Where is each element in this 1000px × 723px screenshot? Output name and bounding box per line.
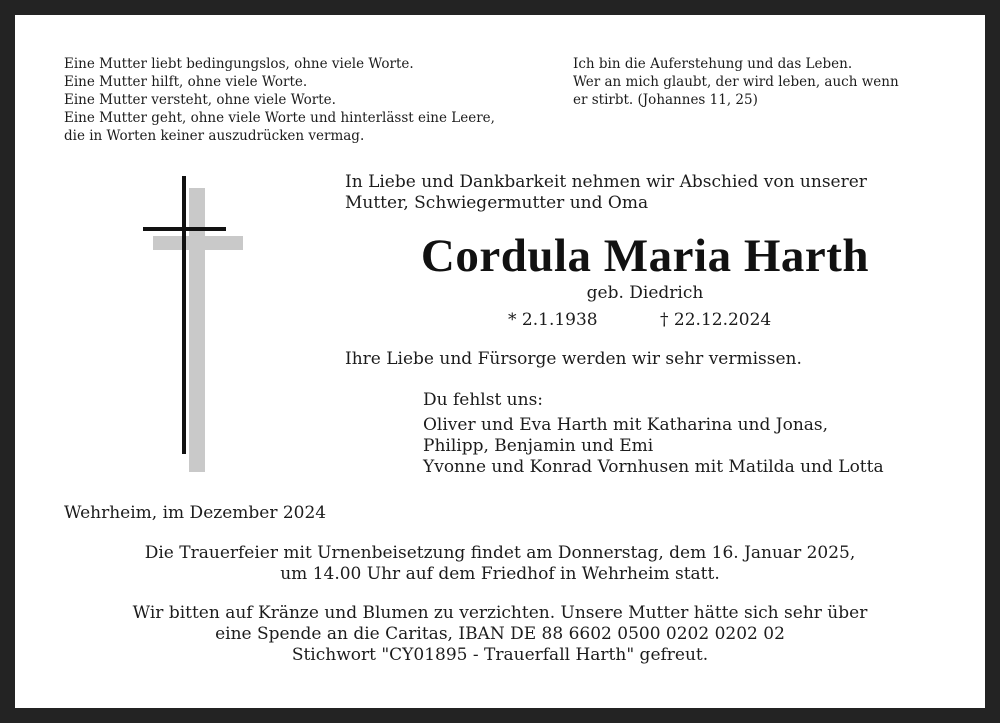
ceremony-info [30,543,970,585]
bible-quote-line: Wer an mich glaubt, der wird leben, auch wenn [573,74,899,90]
poem-left-line: Eine Mutter versteht, ohne viele Worte. [64,92,336,108]
donation-line: Stichwort "CY01895 - Trauerfall Harth" gefreut. [291,645,709,665]
place-date: Wehrheim, im Dezember 2024 [64,503,327,523]
deceased-name: Cordula Maria Harth [420,230,870,282]
missed-text: Ihre Liebe und Fürsorge werden wir sehr vermissen. [345,349,802,369]
death-date: † 22.12.2024 [660,310,772,330]
ceremony-line: um 14.00 Uhr auf dem Friedhof in Wehrheim statt. [280,564,720,584]
donation-line: Wir bitten auf Kränze und Blumen zu verzichten. Unsere Mutter hätte sich sehr über [132,603,868,623]
donation-info [30,603,970,666]
bible-quote [573,55,899,109]
family-heading: Du fehlst uns: [423,390,544,410]
birth-date: * 2.1.1938 [508,310,598,330]
donation-line: eine Spende an die Caritas, IBAN DE 88 6602 0500 0202 0202 02 [215,624,785,644]
family-line: Philipp, Benjamin und Emi [423,436,654,456]
intro-text [345,172,867,214]
family-line: Oliver und Eva Harth mit Katharina und Jonas, [423,415,829,435]
cross-shadow-horizontal [153,236,243,250]
poem-left-line: Eine Mutter geht, ohne viele Worte und hinterlässt eine Leere, [64,110,495,126]
poem-left [64,55,495,145]
ceremony-line: Die Trauerfeier mit Urnenbeisetzung findet am Donnerstag, dem 16. Januar 2025, [144,543,856,563]
bible-quote-line: Ich bin die Auferstehung und das Leben. [573,56,853,72]
poem-left-line: Eine Mutter liebt bedingungslos, ohne viele Worte. [64,56,414,72]
poem-left-line: Eine Mutter hilft, ohne viele Worte. [64,74,308,90]
bible-quote-line: er stirbt. (Johannes 11, 25) [573,92,758,108]
maiden-name: geb. Diedrich [586,283,704,303]
intro-line: In Liebe und Dankbarkeit nehmen wir Abschied von unserer [345,172,867,192]
cross-vertical-bar [182,176,186,454]
poem-left-line: die in Worten keiner auszudrücken vermag. [64,128,365,144]
cross-horizontal-bar [143,227,226,231]
intro-line: Mutter, Schwiegermutter und Oma [345,193,649,213]
family-line: Yvonne und Konrad Vornhusen mit Matilda und Lotta [423,457,884,477]
family-list [423,415,884,478]
